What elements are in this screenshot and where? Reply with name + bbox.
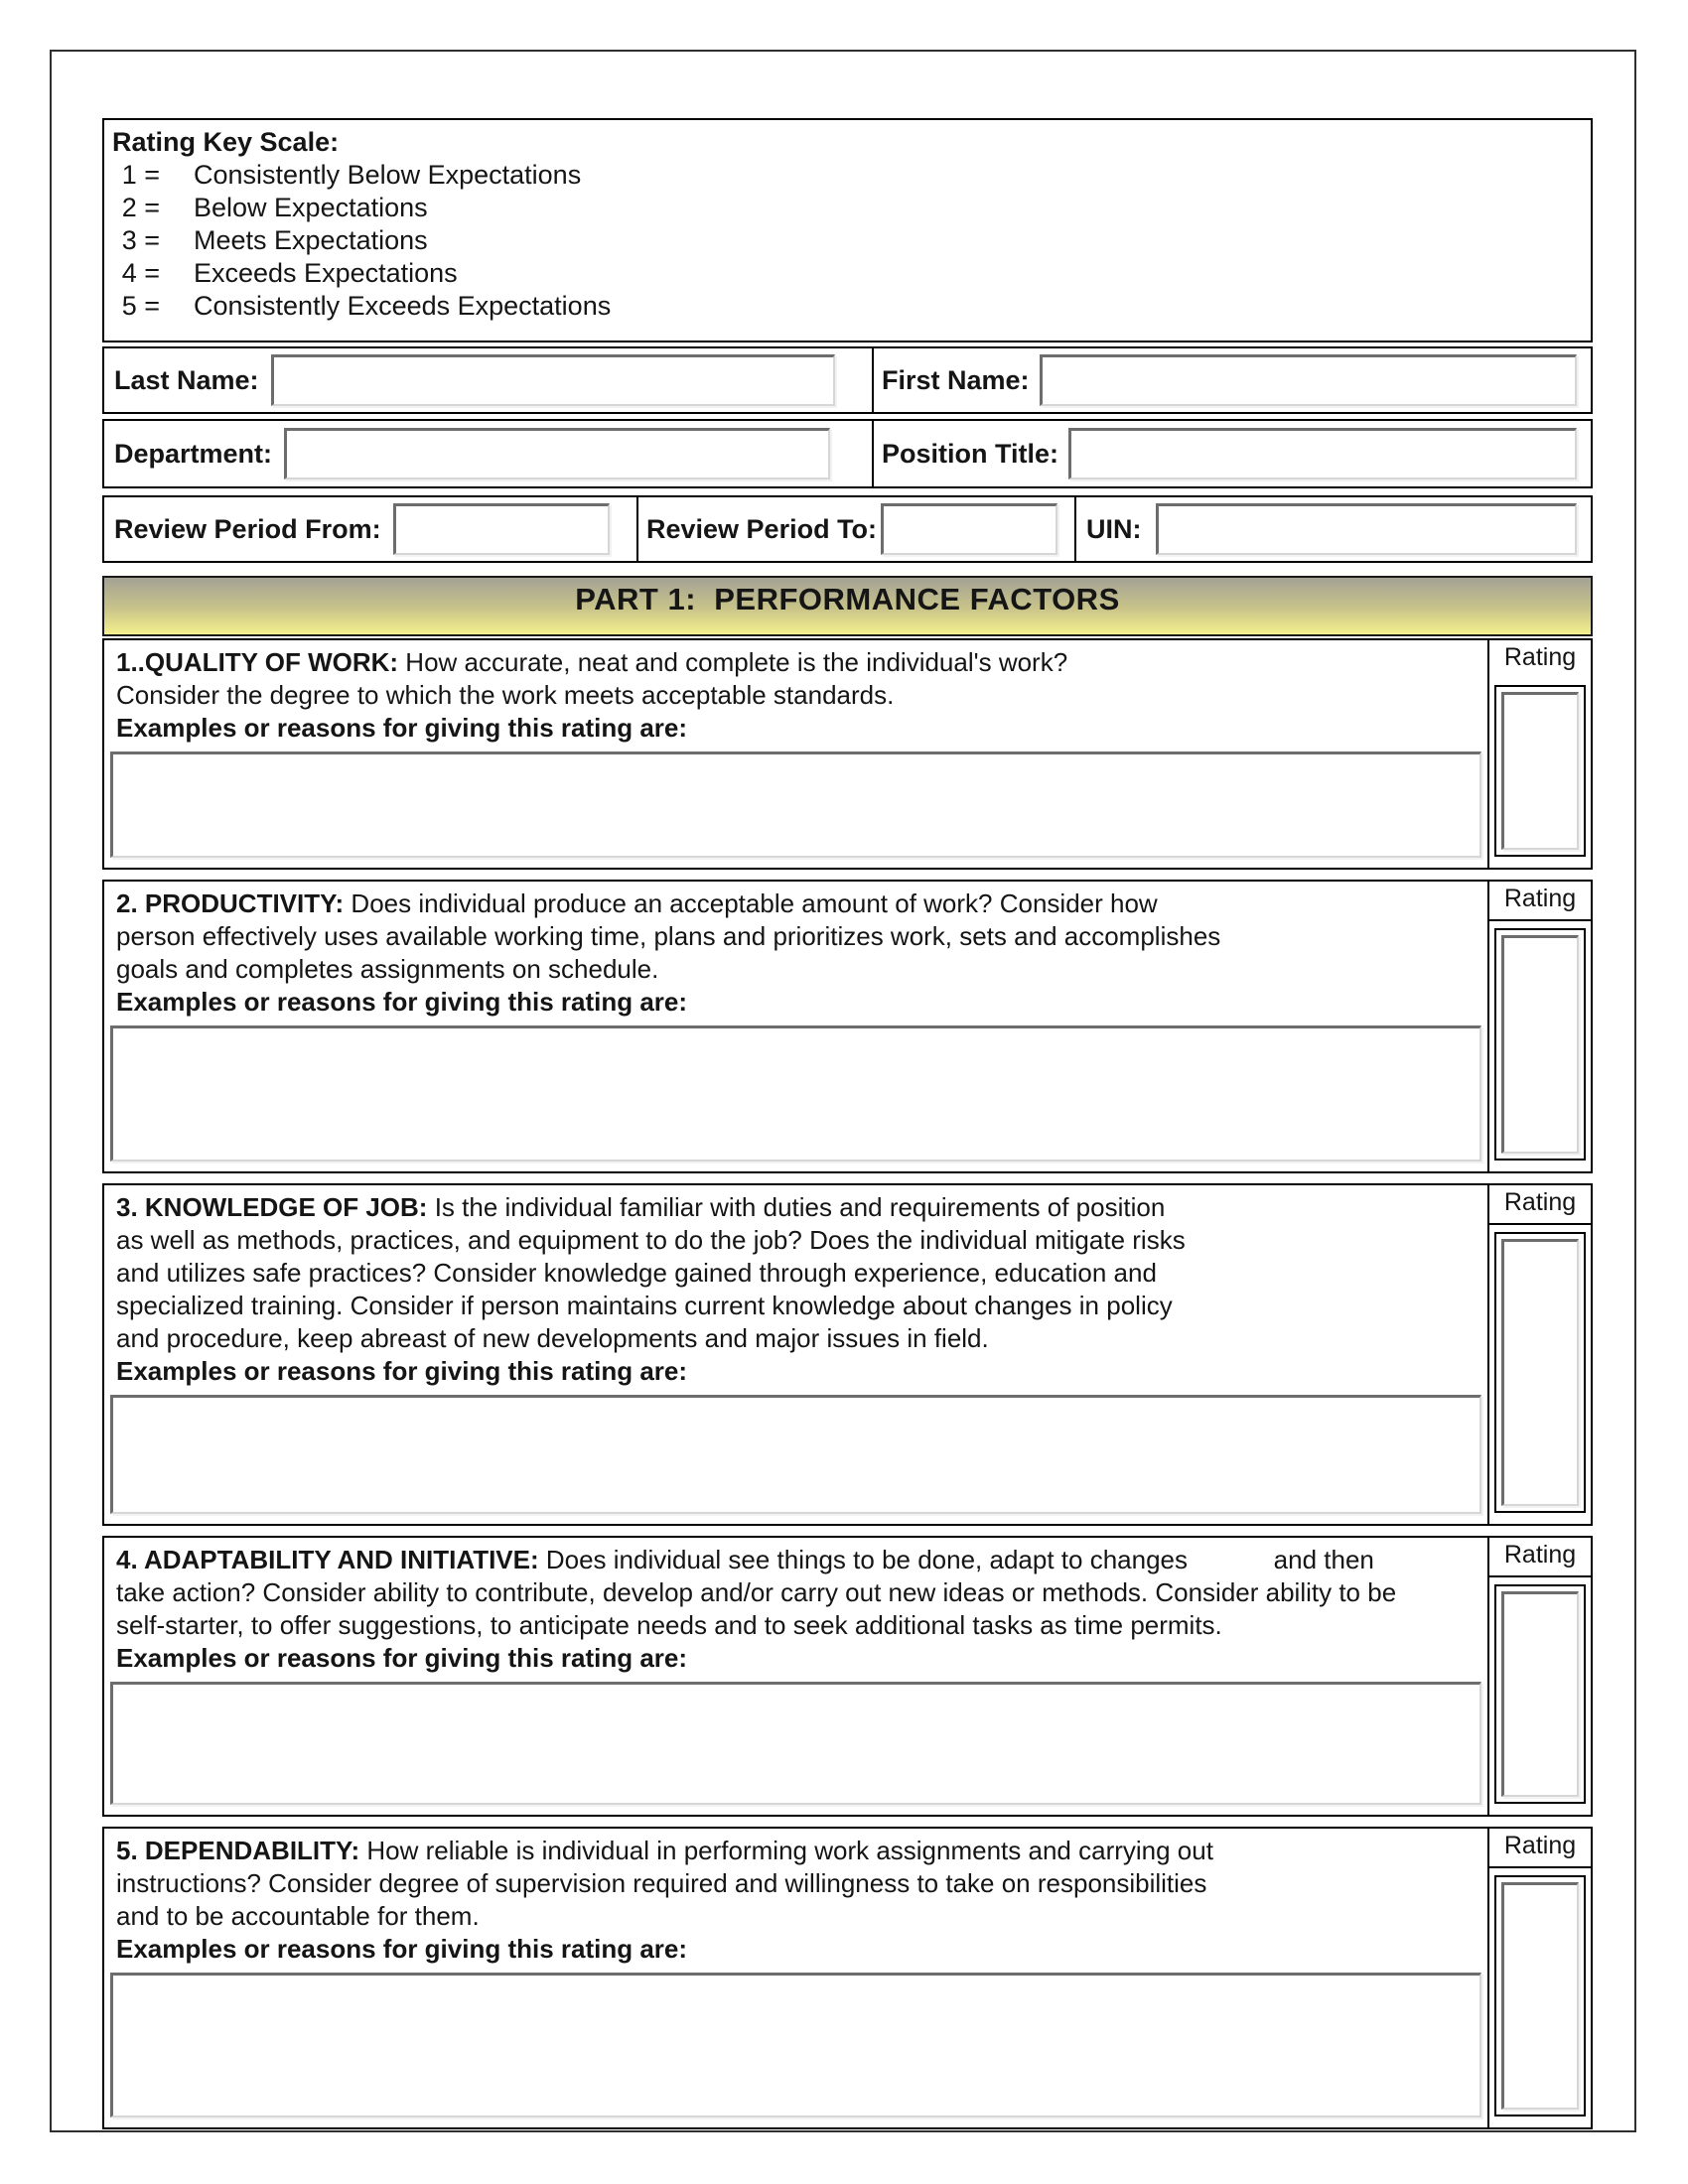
section-text-line: specialized training. Consider if person maintains current knowledge about changes in policy [116,1291,1173,1320]
first-name-input[interactable] [1040,354,1577,406]
rating-key-text: Consistently Below Expectations [194,160,582,190]
section-text-line: person effectively uses available working time, plans and prioritizes work, sets and accomplishes [116,921,1221,951]
rating-key-item [112,224,1581,257]
review-to-cell [638,497,1076,561]
department-input[interactable] [284,428,830,479]
examples-input-s3[interactable] [110,1395,1481,1514]
section-3-rating-column [1487,1185,1591,1524]
section-text-line: instructions? Consider degree of supervision required and willingness to take on responsibilities [116,1868,1207,1898]
department-cell [104,421,874,486]
rating-header: Rating [1489,1185,1591,1225]
rating-box [1494,685,1586,857]
examples-input-s4[interactable] [110,1682,1481,1805]
section-2-content [104,882,1487,1171]
position-title-cell [874,421,1591,486]
review-from-label: Review Period From: [114,513,381,544]
section-5-rating-column [1487,1829,1591,2127]
section-row-2-productivity [102,880,1593,1173]
uin-label: UIN: [1086,513,1142,544]
section-text-line: 2. PRODUCTIVITY: Does individual produce an acceptable amount of work? Consider how [116,888,1158,918]
section-text-line: 4. ADAPTABILITY AND INITIATIVE: Does individual see things to be done, adapt to changes and then [116,1545,1374,1574]
section-row-3-knowledge-of-job [102,1183,1593,1526]
department-row [102,419,1593,488]
section-1-content [104,640,1487,868]
rating-input-s4[interactable] [1501,1591,1579,1797]
section-text-line: Examples or reasons for giving this rating are: [116,1643,688,1673]
rating-box [1494,1232,1586,1513]
position-title-label: Position Title: [882,438,1059,469]
section-4-rating-column [1487,1538,1591,1815]
rating-header: Rating [1489,1538,1591,1577]
section-text-line: goals and completes assignments on schedule. [116,954,659,984]
rating-header: Rating [1489,1829,1591,1868]
section-text-line: and utilizes safe practices? Consider knowledge gained through experience, education and [116,1258,1157,1288]
review-period-row [102,495,1593,563]
section-text-line: and procedure, keep abreast of new developments and major issues in field. [116,1323,989,1353]
section-text-line: take action? Consider ability to contribute, develop and/or carry out new ideas or methods. Consider ability to be [116,1577,1397,1607]
rating-key-text: Exceeds Expectations [194,258,458,288]
section-2-rating-column [1487,882,1591,1171]
part1-header: PART 1: PERFORMANCE FACTORS [102,576,1593,636]
section-text-line: Examples or reasons for giving this rating are: [116,1934,688,1964]
rating-key-text: Consistently Exceeds Expectations [194,291,612,321]
rating-key-num: 4 = [121,258,160,288]
position-title-input[interactable] [1068,428,1577,479]
rating-key-title: Rating Key Scale: [112,127,340,157]
rating-key-num: 5 = [121,291,160,321]
section-text-line: 3. KNOWLEDGE OF JOB: Is the individual familiar with duties and requirements of position [116,1192,1166,1222]
rating-input-s1[interactable] [1501,692,1579,850]
rating-input-s3[interactable] [1501,1239,1579,1506]
last-name-cell [104,348,874,412]
section-text-line: self-starter, to offer suggestions, to anticipate needs and to seek additional tasks as time permits. [116,1610,1222,1640]
rating-key-item [112,192,1581,224]
rating-box [1494,1875,1586,2116]
examples-input-s5[interactable] [110,1973,1481,2117]
section-text-line: as well as methods, practices, and equipment to do the job? Does the individual mitigate risks [116,1225,1186,1255]
section-text-line: and to be accountable for them. [116,1901,480,1931]
name-row [102,346,1593,414]
rating-key-num: 3 = [121,225,160,255]
uin-cell [1076,497,1591,561]
form-content [102,118,1593,2129]
rating-box [1494,928,1586,1160]
rating-key-num: 1 = [121,160,160,190]
last-name-label: Last Name: [114,364,259,395]
section-1-rating-column [1487,640,1591,868]
section-row-4-adaptability-and-initiative [102,1536,1593,1817]
rating-header: Rating [1503,643,1577,671]
section-text-line: Examples or reasons for giving this rating are: [116,1356,688,1386]
rating-key-text: Meets Expectations [194,225,428,255]
rating-header: Rating [1489,882,1591,921]
rating-key-text: Below Expectations [194,193,428,222]
section-text-line: Examples or reasons for giving this rating are: [116,987,688,1017]
rating-key-item [112,159,1581,192]
section-text-line: Examples or reasons for giving this rating are: [116,713,688,743]
section-4-content [104,1538,1487,1815]
rating-input-s5[interactable] [1501,1882,1579,2110]
first-name-label: First Name: [882,364,1030,395]
first-name-cell [874,348,1591,412]
rating-key-item [112,257,1581,290]
review-to-input[interactable] [881,503,1057,555]
rating-key-num: 2 = [121,193,160,222]
rating-key-item [112,290,1581,323]
department-label: Department: [114,438,273,469]
examples-input-s1[interactable] [110,751,1481,858]
section-5-content [104,1829,1487,2127]
section-text-line: Consider the degree to which the work meets acceptable standards. [116,680,895,710]
review-from-input[interactable] [393,503,610,555]
rating-input-s2[interactable] [1501,935,1579,1154]
rating-key-box [102,118,1593,342]
examples-input-s2[interactable] [110,1025,1481,1161]
section-row-5-dependability [102,1827,1593,2129]
last-name-input[interactable] [271,354,835,406]
section-text-line: 1..QUALITY OF WORK: How accurate, neat and complete is the individual's work? [116,647,1068,677]
uin-input[interactable] [1156,503,1578,555]
review-from-cell [104,497,638,561]
section-row-1-quality-of-work [102,638,1593,870]
section-text-line: 5. DEPENDABILITY: How reliable is individual in performing work assignments and carrying out [116,1836,1213,1865]
section-3-content [104,1185,1487,1524]
review-to-label: Review Period To: [646,513,878,544]
rating-box [1494,1584,1586,1804]
